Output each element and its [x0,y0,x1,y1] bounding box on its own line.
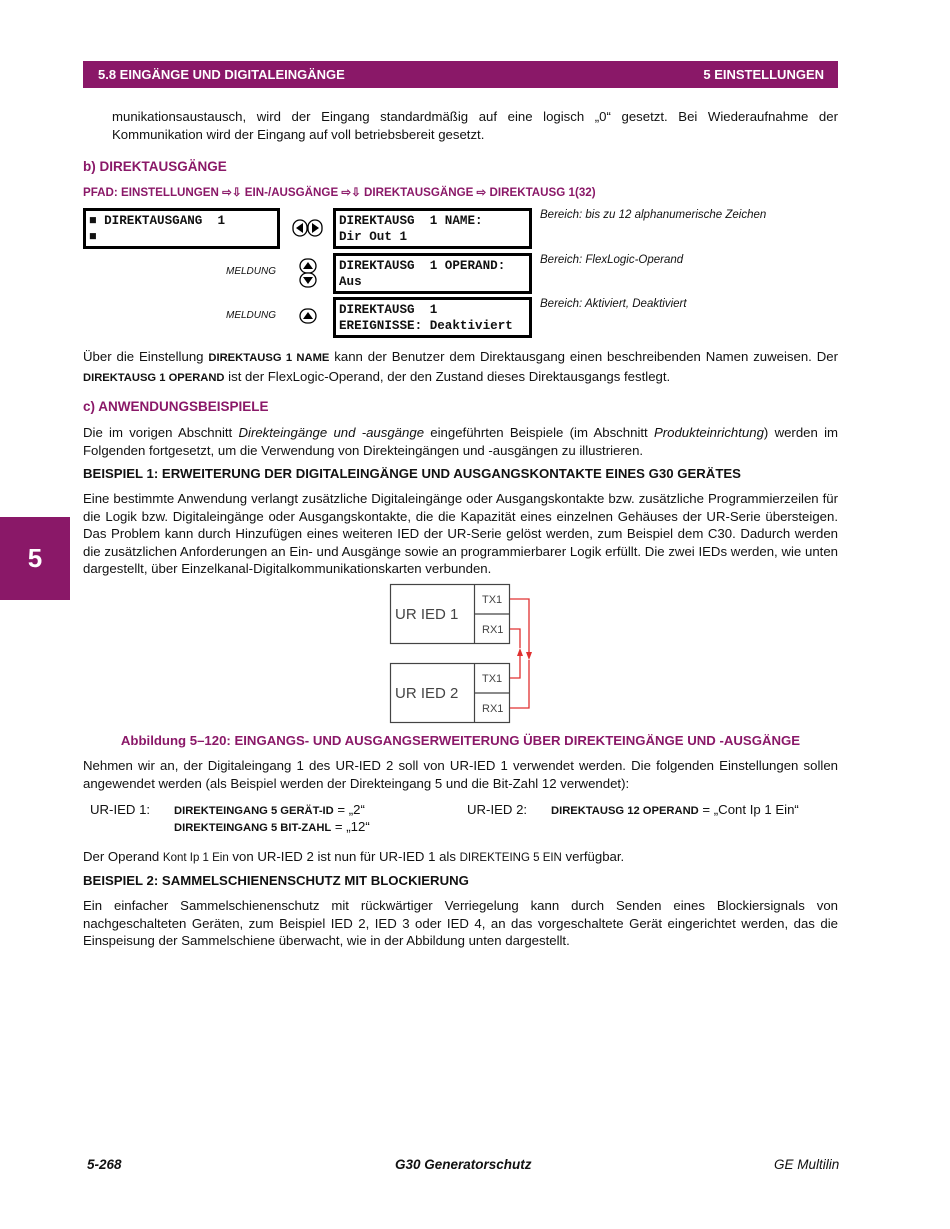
menu-operand-display[interactable] [333,253,532,294]
page-header [83,61,838,88]
example2-paragraph: Ein einfacher Sammelschienenschutz mit rückwärtiger Verriegelung kann durch Senden eines Blockiersignals von nachgeschalteten Geräten, zum Beispiel IED 2, IED 3 oder IED 4, an das vorgeschaltete Gerät eingerichtet werden, das die Einspeisung der Sammelschiene überwacht, wie in der Abbildung unten dargestellt. [83,898,838,948]
range-operand: Bereich: FlexLogic-Operand [540,254,684,266]
up-down-arrow-icon[interactable] [299,258,317,288]
settings-path: PFAD: EINSTELLUNGEN ⇨⇩ EIN-/AUSGÄNGE ⇨⇩ DIREKTAUSGÄNGE ⇨ DIREKTAUSG 1(32) [83,186,596,199]
figure-caption: Abbildung 5–120: EINGANGS- UND AUSGANGSERWEITERUNG ÜBER DIREKTEINGÄNGE UND -AUSGÄNGE [120,733,801,748]
menu-main-line1: ■ DIREKTAUSGANG 1 [89,214,226,228]
intro-paragraph: munikationsaustausch, wird der Eingang standardmäßig auf eine logisch „0“ gesetzt. Bei Wiederaufnahme der Kommunikation wird der Eingang auf voll betriebsbereit gesetzt. [112,109,838,142]
meldung-label: MELDUNG [226,310,277,321]
range-events: Bereich: Aktiviert, Deaktiviert [540,298,687,310]
ied2-rx-label: RX1 [482,703,504,715]
footer-company: GE Multilin [774,1157,840,1172]
section-b-title: b) DIREKTAUSGÄNGE [83,159,227,174]
example1-paragraph: Eine bestimmte Anwendung verlangt zusätzliche Digitaleingänge oder Ausgangskontakte bzw. zusätzliche Programmierzeilen für die Logik bzw. Digitaleingänge oder Ausgangskontakte, die die Kapazität eines einzelnen Gehäuses der UR-Serie übersteigen. Das Problem kann durch Hinzufügen eines weiteren IED der UR-Serie gelöst werden, zum Beispiel dem C30. Dadurch werden die zusätzlichen Anforderungen an Ein- und Ausgänge sowie an programmierbarer Logik erfüllt. Die zwei IEDs werden, wie unten dargestellt, über Einzelkanal-Digitalkommunikationskarten verbunden. [83,491,838,576]
paragraph-operand: Der Operand Kont Ip 1 Ein von UR-IED 2 ist nun für UR-IED 1 als DIREKTEING 5 EIN verfügbar. [83,849,625,864]
menu-name-line1: DIREKTAUSG 1 NAME: [339,214,483,228]
ied2-settings-label: UR-IED 2: [467,802,528,817]
left-right-arrow-icon[interactable] [292,219,324,237]
menu-operand-value: Aus [339,275,362,289]
section-c-title: c) ANWENDUNGSBEISPIELE [83,399,269,414]
menu-name-value: Dir Out 1 [339,230,408,244]
meldung-label: MELDUNG [226,266,277,277]
menu-name-display[interactable] [333,208,532,249]
range-name: Bereich: bis zu 12 alphanumerische Zeichen [540,209,767,221]
menu-main-display[interactable] [83,208,280,249]
footer-title: G30 Generatorschutz [395,1157,532,1172]
menu-events-display[interactable] [333,297,532,338]
ied1-tx-label: TX1 [482,594,503,606]
example1-title: BEISPIEL 1: ERWEITERUNG DER DIGITALEINGÄNGE UND AUSGANGSKONTAKTE EINES G30 GERÄTES [83,466,741,481]
menu-events-line1: DIREKTAUSG 1 [339,303,438,317]
example2-title: BEISPIEL 2: SAMMELSCHIENENSCHUTZ MIT BLOCKIERUNG [83,873,469,888]
menu-operand-line1: DIREKTAUSG 1 OPERAND: [339,259,506,273]
menu-events-value: EREIGNISSE: Deaktiviert [339,319,513,333]
menu-main-line2: ■ [89,230,97,244]
paragraph-settings-info: Über die Einstellung DIREKTAUSG 1 NAME kann der Benutzer dem Direktausgang einen beschreibenden Namen zuweisen. Der DIREKTAUSG 1 OPERAND ist der FlexLogic-Operand, der den Zustand dieses Direktausgangs festlegt. [83,349,838,384]
paragraph-assumption: Nehmen wir an, der Digitaleingang 1 des UR-IED 2 soll von UR-IED 1 verwendet werden. Die folgenden Einstellungen sollen angewendet werden (als Beispiel werden der Direkteingang 5 und die Bit-Zahl 12 verwendet): [83,758,838,791]
paragraph-examples-intro: Die im vorigen Abschnitt Direkteingänge und -ausgänge eingeführten Beispiele (im Abschnitt Produkteinrichtung) werden im Folgenden fortgesetzt, um die Verwendung von Direkteingängen und -ausgängen zu illustrieren. [83,425,838,458]
header-section: 5.8 EINGÄNGE UND DIGITALEINGÄNGE [98,67,345,82]
ied-connection-diagram [385,580,545,728]
ied1-setting-2: DIREKTEINGANG 5 BIT-ZAHL = „12“ [174,819,370,834]
ied2-tx-label: TX1 [482,673,503,685]
ied1-settings-label: UR-IED 1: [90,802,151,817]
ied2-setting-1: DIREKTAUSG 12 OPERAND = „Cont Ip 1 Ein“ [551,802,799,817]
chapter-tab: 5 [0,517,70,600]
ied2-label: UR IED 2 [395,685,459,702]
ied1-label: UR IED 1 [395,606,459,623]
ied1-setting-1: DIREKTEINGANG 5 GERÄT-ID = „2“ [174,802,365,817]
footer-page-number: 5-268 [87,1157,122,1172]
ied1-rx-label: RX1 [482,624,504,636]
header-chapter: 5 EINSTELLUNGEN [703,67,824,82]
up-arrow-icon[interactable] [299,308,317,324]
